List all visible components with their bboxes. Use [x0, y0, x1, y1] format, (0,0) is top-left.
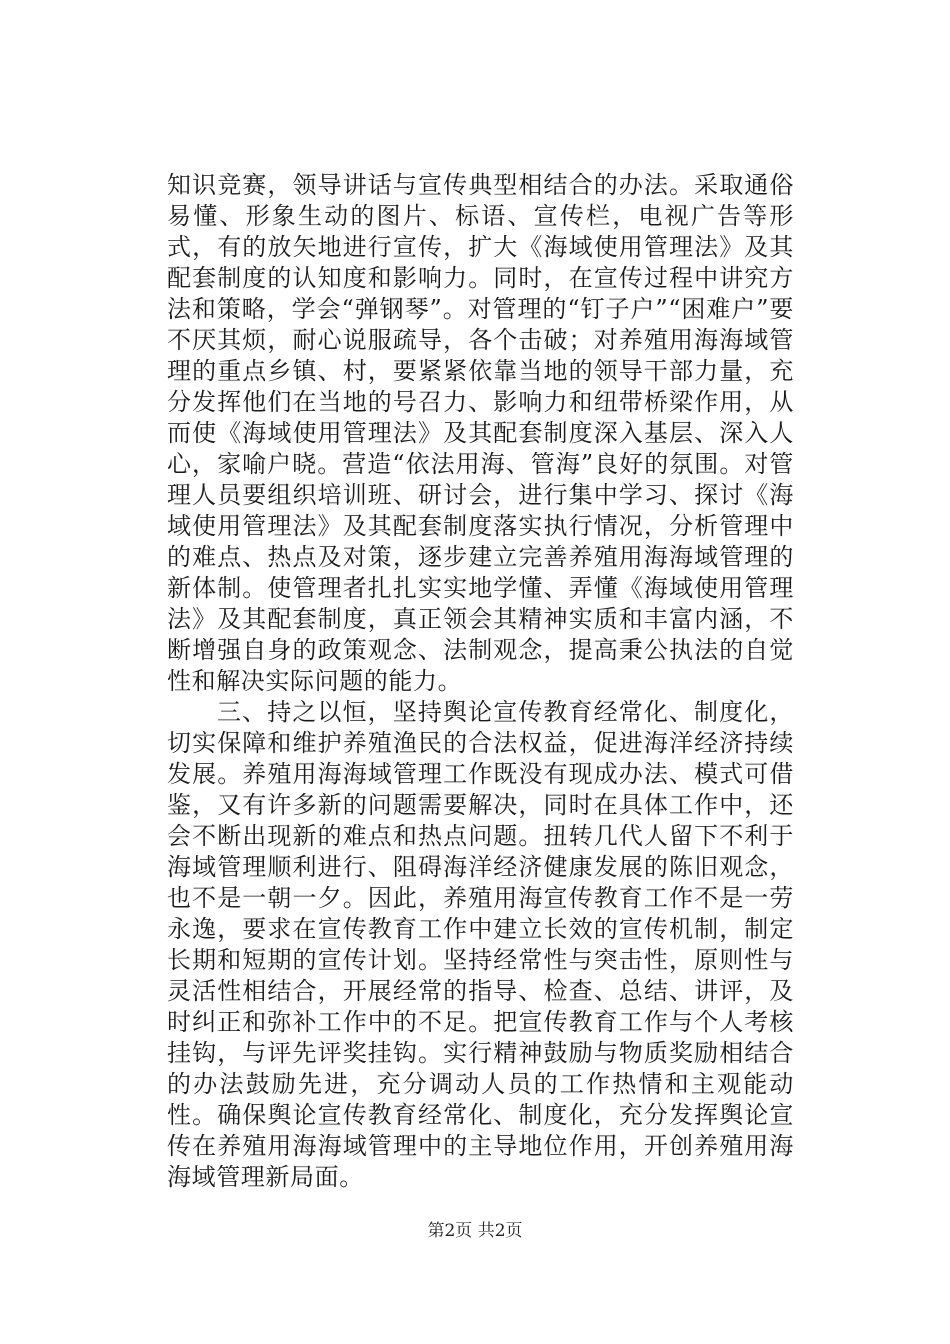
document-body — [167, 170, 794, 1193]
page-number-footer: 第2页 共2页 — [427, 1221, 523, 1241]
paragraph-section-three: 三、持之以恒，坚持舆论宣传教育经常化、制度化，切实保障和维护养殖渔民的合法权益，促进海洋经济持续发展。养殖用海海域管理工作既没有现成办法、模式可借鉴，又有许多新的问题需要解决，同时在具体工作中，还会不断出现新的难点和热点问题。扭转几代人留下不利于海域管理顺利进行、阻碍海洋经济健康发展的陈旧观念，也不是一朝一夕。因此，养殖用海宣传教育工作不是一劳永逸，要求在宣传教育工作中建立长效的宣传机制，制定长期和短期的宣传计划。坚持经常性与突击性，原则性与灵活性相结合，开展经常的指导、检查、总结、讲评，及时纠正和弥补工作中的不足。把宣传教育工作与个人考核挂钩，与评先评奖挂钩。实行精神鼓励与物质奖励相结合的办法鼓励先进，充分调动人员的工作热情和主观能动性。确保舆论宣传教育经常化、制度化，充分发挥舆论宣传在养殖用海海域管理中的主导地位作用，开创养殖用海海域管理新局面。 — [167, 698, 794, 1191]
paragraph-continued: 知识竞赛，领导讲话与宣传典型相结合的办法。采取通俗易懂、形象生动的图片、标语、宣传栏，电视广告等形式，有的放矢地进行宣传，扩大《海域使用管理法》及其配套制度的认知度和影响力。同时，在宣传过程中讲究方法和策略，学会“弹钢琴”。对管理的“钉子户”“困难户”要不厌其烦，耐心说服疏导，各个击破；对养殖用海海域管理的重点乡镇、村，要紧紧依靠当地的领导干部力量，充分发挥他们在当地的号召力、影响力和纽带桥梁作用，从而使《海域使用管理法》及其配套制度深入基层、深入人心，家喻户晓。营造“依法用海、管海”良好的氛围。对管理人员要组织培训班、研讨会，进行集中学习、探讨《海域使用管理法》及其配套制度落实执行情况，分析管理中的难点、热点及对策，逐步建立完善养殖用海海域管理的新体制。使管理者扎扎实实地学懂、弄懂《海域使用管理法》及其配套制度，真正领会其精神实质和丰富内涵，不断增强自身的政策观念、法制观念，提高秉公执法的自觉性和解决实际问题的能力。 — [167, 171, 794, 695]
